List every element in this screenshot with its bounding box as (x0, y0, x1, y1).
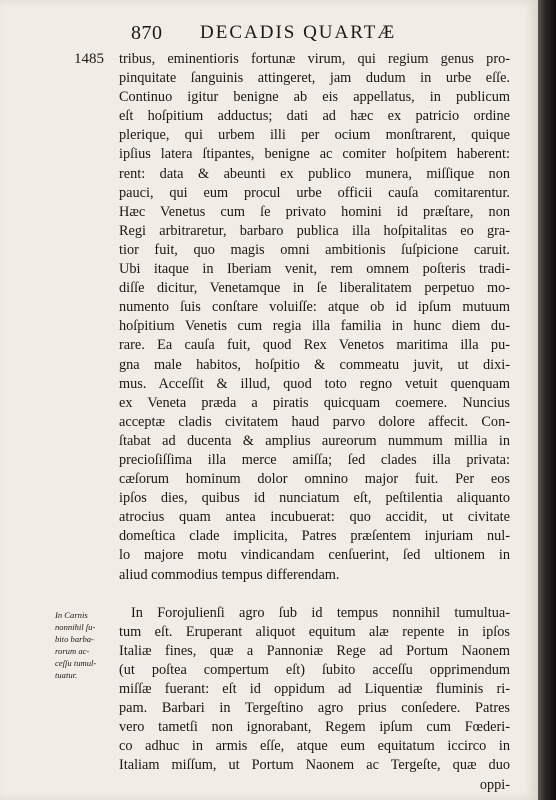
page-edge-shadow (538, 0, 556, 800)
main-text (119, 50, 510, 795)
marginal-note-line: ceſſu tumul- (55, 658, 97, 668)
text-line: ex Veneta præda a piratis quicquam coemere. Nuncius (119, 394, 510, 411)
text-line: Regi arbitraretur, barbaro publica illa hoſpitalitas eo gra- (119, 222, 510, 239)
text-line: In Forojulienſi agro ſub id tempus nonnihil tumultua- (131, 604, 510, 621)
text-line: Continuo igitur benigne ab eis appellatus, in publicum (119, 89, 510, 106)
text-line: eſt hoſpitium adductus; dati ad hæc ex patricio ordine (119, 108, 510, 125)
text-line: aliud commodius tempus differendam. (119, 566, 340, 583)
text-line: plerique, qui urbem illi per ocium monſtrarent, quique (119, 127, 510, 144)
text-line: pinquitate ſanguinis attingeret, jam dudum in urbe eſſe. (119, 70, 510, 87)
text-line: diſſe dicitur, Venetamque in ſe liberalitatem perpetuo mo- (119, 280, 510, 297)
text-line: ſtabat ad ducenta & amplius aureorum nummum millia in (119, 432, 510, 449)
paragraph-gap (119, 585, 510, 604)
text-line: acceptæ cladis civitatem haud parvo dolore affecit. Con- (119, 413, 510, 430)
page-number: 870 (131, 22, 163, 44)
text-line: gna male habitos, hoſpitio & commeatu juvit, ut dixi- (119, 356, 510, 373)
text-line: rent: data & abeunti ex publico munera, miſſique non (119, 165, 510, 182)
marginal-note-line: tuatur. (55, 670, 78, 680)
text-line: tum eſt. Eruperant aliquot equitum alæ repente in ipſos (119, 623, 510, 640)
text-line: Hæc Venetus cum ſe privato homini id præſtare, non (119, 203, 510, 220)
page-header (0, 22, 538, 52)
text-line: lo majore motu vindicandam cenſuerint, ſed ultionem in (119, 547, 510, 564)
text-line: vero tametſi non ignorabant, Regem ipſum cum Fœderi- (119, 719, 510, 736)
text-line: co adhuc in armis eſſe, atque eum equitatum iccirco in (119, 738, 510, 755)
text-line: precioſiſſima illa merce amiſſa; ſed clades illa privata: (119, 451, 510, 468)
marginal-note (55, 609, 109, 681)
text-line: cæſorum hominum dolor omnino major fuit. Per eos (119, 471, 510, 488)
text-line: hoſpitium Venetis cum regia illa familia in hunc diem du- (119, 318, 510, 335)
text-line: Italiæ fines, quæ a Pannoniæ Rege ad Portum Naonem (119, 642, 510, 659)
text-line: Ubi itaque in Iberiam venit, rem omnem poſteris tradi- (119, 261, 510, 278)
text-line: rare. Ea cauſa fuit, quod Rex Venetos maritima illa pu- (119, 337, 510, 354)
marginal-note-line: bito barba- (55, 634, 94, 644)
text-line: (ut poſtea compertum eſt) ſubito acceſſu opprimendum (119, 662, 510, 678)
running-head: DECADIS QUARTÆ (200, 22, 397, 43)
text-line: tribus, eminentioris fortunæ virum, qui regium genus pro- (119, 51, 510, 67)
catchword: oppi- (479, 776, 510, 793)
text-line: ipſos dies, quibus id nunciatum eſt, peſtilentia aliquanto (119, 490, 510, 507)
text-line: miſſæ fuerant: eſt id oppidum ad Liquentiæ fluminis ri- (119, 681, 510, 698)
text-line: Italiam miſſum, ut Portum Naonem ac Tergeſte, quæ duo (119, 757, 510, 774)
text-line: pauci, qui eum procul urbe officii cauſa comitarentur. (119, 184, 510, 201)
text-line: tior fuit, quo magis omni ambitionis ſuſpicione caruit. (119, 241, 510, 258)
marginal-note-line: nonnihil ſu- (55, 622, 96, 632)
text-line: atrocius quam antea incubuerat: quo accidit, ut civitate (119, 509, 510, 526)
text-line: numento ſuis conſtare voluiſſe: atque ob id ipſum mutuum (119, 299, 510, 316)
margin-year: 1485 (74, 51, 104, 67)
text-line: mus. Acceſſit & illud, quod toto regno vetuit quenquam (119, 375, 510, 392)
text-line: pam. Barbari in Tergeſtino agro prius conſedere. Patres (119, 700, 510, 717)
text-line: domeſtica clade implicita, Patres præſentem injuriam nul- (119, 528, 510, 545)
marginal-note-line: In Carnis (55, 610, 88, 620)
text-line: ipſius latera ſtipantes, benigne ac comiter hoſpitem haberent: (119, 146, 510, 163)
marginal-note-line: rorum ac- (55, 646, 90, 656)
